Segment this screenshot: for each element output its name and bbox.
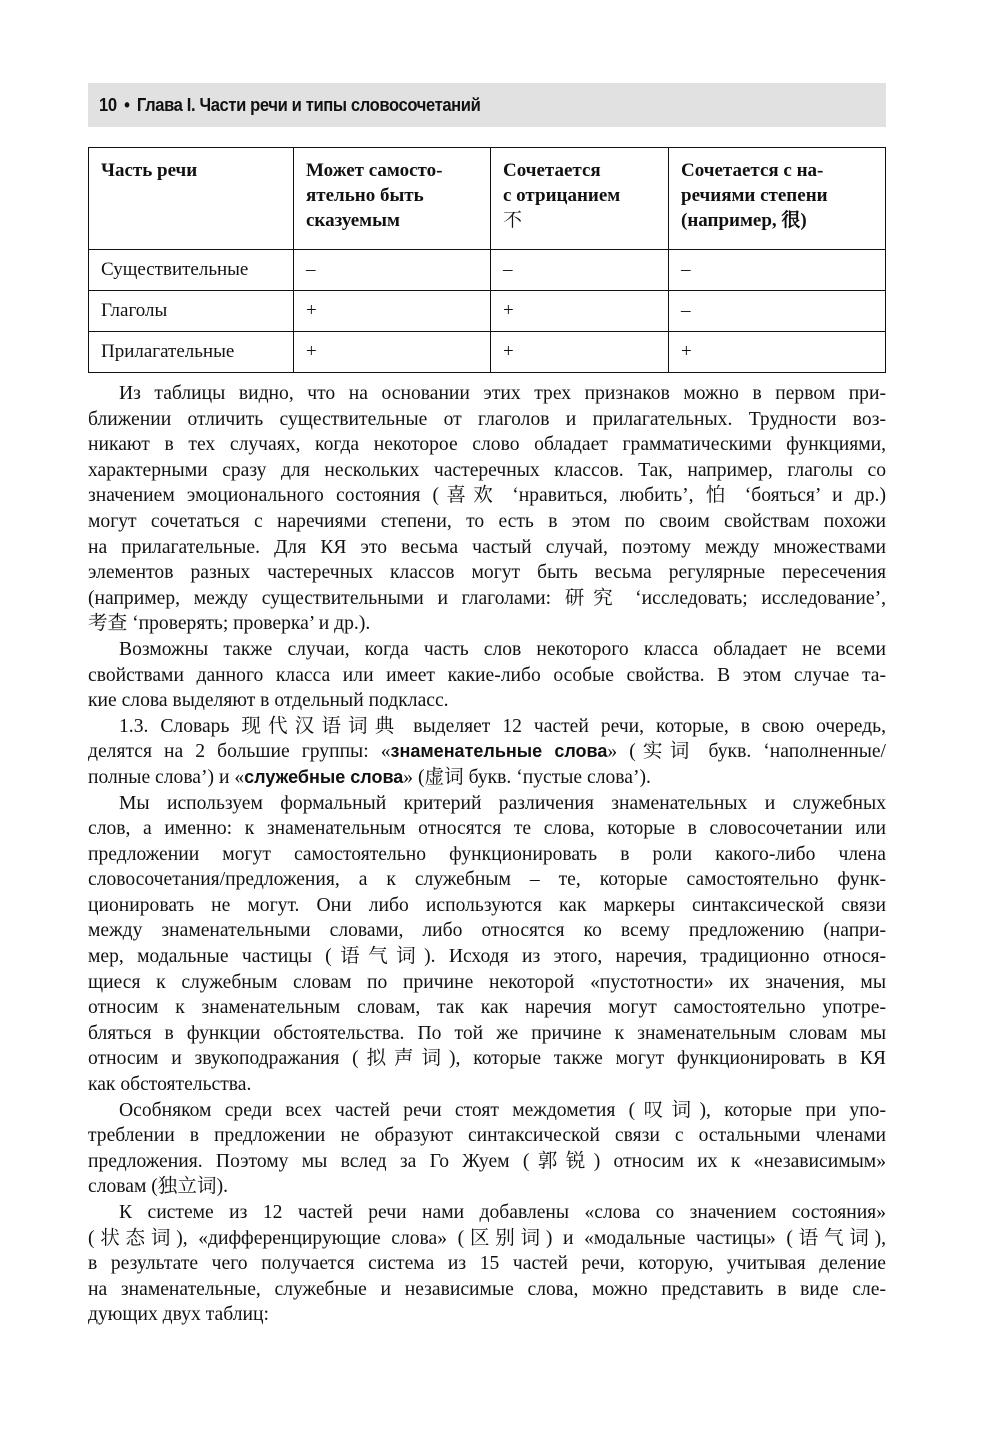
text-line: ближении отличить существительные от глаголов и прилагательных. Трудности воз- — [88, 408, 886, 430]
text-line: слов, а именно: к знаменательным относятся те слова, которые в словосочетании или — [88, 818, 886, 840]
text-line: никают в тех случаях, когда некоторое слово обладает грамматическими функциями, — [88, 434, 886, 456]
bold-term: знаменательные слова — [390, 741, 608, 762]
bold-term: служебные слова — [244, 766, 404, 787]
column-header: Часть речи — [89, 148, 294, 250]
chapter-title: Глава I. Части речи и типы словосочетаний — [136, 95, 481, 115]
text-line: характерными сразу для нескольких частеречных классов. Так, например, глаголы со — [88, 459, 886, 481]
table-cell: + — [294, 291, 491, 332]
table-cell: Глаголы — [89, 291, 294, 332]
table-row — [89, 250, 886, 291]
text-line: щиеся к служебным словам по причине некоторой «пустотности» их значения, мы — [88, 971, 886, 993]
text-line: 1.3. Словарь 现代汉语词典 выделяет 12 частей речи, которые, в свою очередь, — [119, 715, 886, 737]
column-header: Может самосто- ятельно быть сказуемым — [294, 148, 491, 250]
table-cell: – — [669, 250, 886, 291]
paragraph — [88, 1098, 886, 1200]
text-line: словосочетания/предложения, а к служебным – те, которые самостоятельно функ- — [88, 869, 886, 891]
text-line: К системе из 12 частей речи нами добавлены «слова со значением состояния» — [119, 1202, 886, 1223]
text-line: элементов разных частеречных классов могут быть весьма регулярные пересечения — [88, 562, 886, 584]
text-line: относим к знаменательным словам, так как наречия могут самостоятельно употре- — [88, 997, 886, 1019]
running-header — [88, 83, 886, 127]
text-line: бляться в функции обстоятельства. По той же причине к знаменательным словам мы — [88, 1022, 886, 1044]
table-cell: + — [491, 332, 669, 373]
text-line: делятся на 2 большие группы: «знаменательные слова» (实词 букв. ‘наполненные/ — [88, 741, 886, 763]
table-cell: + — [294, 332, 491, 373]
table-header-row — [89, 148, 886, 250]
table-cell: – — [294, 250, 491, 291]
text-line: дующих двух таблиц: — [88, 1304, 269, 1326]
column-header: Сочетается с отрицанием 不 — [491, 148, 669, 250]
text-line: полные слова’) и «служебные слова» (虚词 букв. ‘пустые слова’). — [88, 766, 651, 788]
header-bullet: • — [124, 95, 130, 115]
table-cell: + — [669, 332, 886, 373]
text-line: (状态词), «дифференцирующие слова» (区别词) и «модальные частицы» (语气词), — [88, 1227, 886, 1249]
text-line: предложении могут самостоятельно функционировать в роли какого-либо члена — [88, 843, 886, 865]
parts-of-speech-table — [88, 147, 886, 373]
text-line: треблении в предложении не образуют синтаксической связи с остальными членами — [88, 1125, 886, 1147]
table-cell: – — [669, 291, 886, 332]
paragraph — [88, 791, 886, 1098]
text-line: ционировать не могут. Они либо используются как маркеры синтаксической связи — [88, 894, 886, 916]
text-line: словам (独立词). — [88, 1176, 228, 1198]
paragraph — [88, 637, 886, 714]
text-line: на прилагательные. Для КЯ это весьма частый случай, поэтому между множествами — [88, 536, 886, 558]
table-cell: Существительные — [89, 250, 294, 291]
column-header: Сочетается с на- речиями степени (например, 很) — [669, 148, 886, 250]
text-line: значением эмоционального состояния (喜欢 ‘нравиться, любить’, 怕 ‘бояться’ и др.) — [88, 485, 886, 507]
paragraph — [88, 1200, 886, 1328]
text-line: между знаменательными словами, либо относятся ко всему предложению (напри- — [88, 920, 886, 942]
text-line: Возможны также случаи, когда часть слов некоторого класса обладает не всеми — [119, 638, 886, 660]
text-line: на знаменательные, служебные и независимые слова, можно представить в виде сле- — [88, 1278, 886, 1300]
table-cell: + — [491, 291, 669, 332]
paragraph — [88, 714, 886, 791]
paragraph — [88, 381, 886, 637]
page-number: 10 — [99, 95, 117, 115]
table-row — [89, 332, 886, 373]
text-line: (например, между существительными и глаголами: 研究 ‘исследовать; исследование’, — [88, 587, 886, 609]
text-line: мер, модальные частицы (语气词). Исходя из этого, наречия, традиционно относя- — [88, 946, 886, 968]
text-line: могут сочетаться с наречиями степени, то есть в этом по своим свойствам похожи — [88, 510, 886, 532]
table-cell: – — [491, 250, 669, 291]
text-line: относим и звукоподражания (拟声词), которые также могут функционировать в КЯ — [88, 1048, 886, 1070]
table-cell: Прилагательные — [89, 332, 294, 373]
text-line: как обстоятельства. — [88, 1074, 252, 1096]
text-line: предложения. Поэтому мы вслед за Го Жуем (郭锐) относим их к «независимым» — [88, 1150, 886, 1172]
text-line: кие слова выделяют в отдельный подкласс. — [88, 690, 449, 712]
text-line: свойствами данного класса или имеет какие-либо особые свойства. В этом случае та- — [88, 664, 886, 686]
text-line: Мы используем формальный критерий различения знаменательных и служебных — [119, 792, 886, 814]
text-line: Из таблицы видно, что на основании этих трех признаков можно в первом при- — [119, 383, 886, 404]
text-line: Особняком среди всех частей речи стоят междометия (叹词), которые при упо- — [119, 1099, 886, 1121]
text-line: в результате чего получается система из 15 частей речи, которую, учитывая деление — [88, 1253, 886, 1275]
table-row — [89, 291, 886, 332]
body-text — [88, 381, 886, 1328]
text-line: 考查 ‘проверять; проверка’ и др.). — [88, 613, 371, 635]
